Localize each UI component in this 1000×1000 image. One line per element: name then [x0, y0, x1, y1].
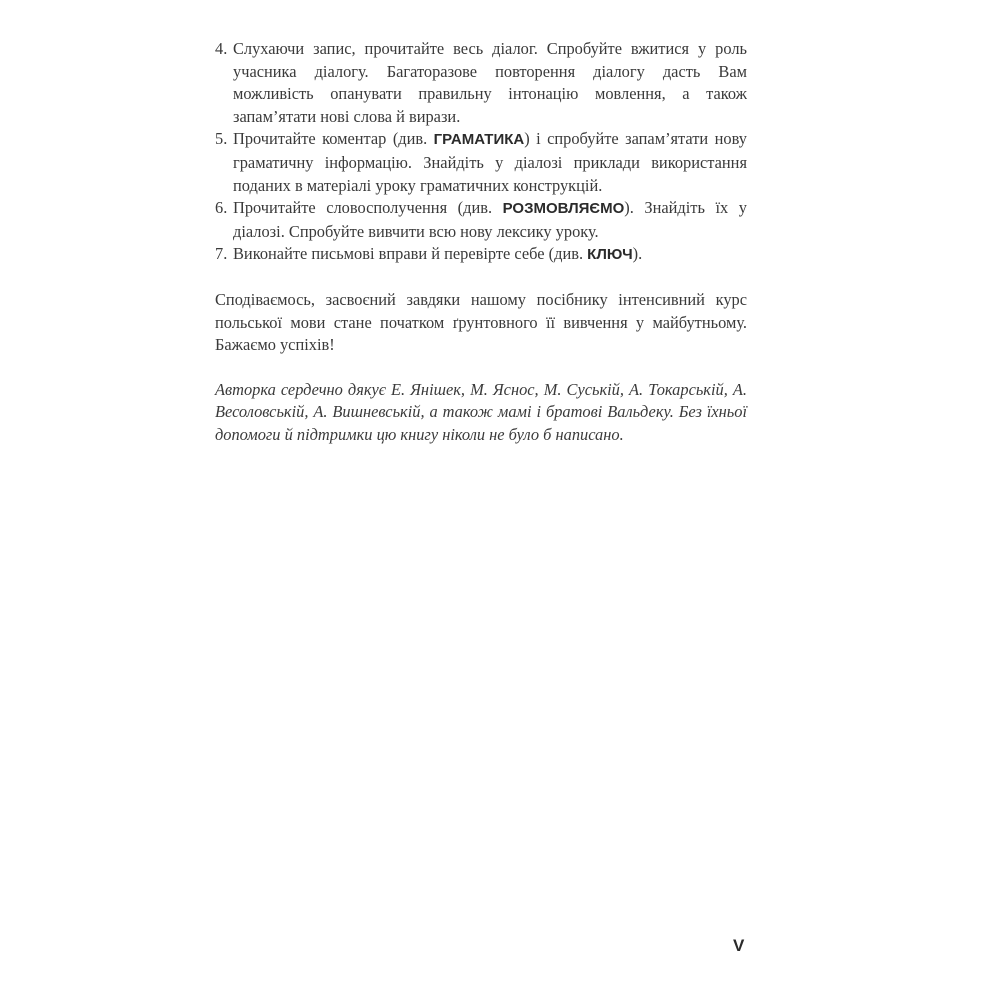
acknowledgement-paragraph: Авторка сердечно дякує Е. Янішек, М. Яснос, М. Суській, А. Токарській, А. Весоловській, А. Вишневській, а також мамі і братові Вальдеку. Без їхньої допомоги й підтримки цю книгу ніколи не було б написано. — [215, 379, 747, 444]
instruction-list — [215, 38, 747, 267]
instruction-text-after: ) і спробуйте запам’ятати нову граматичну інформацію. Знайдіть у діалозі приклади використання поданих в матеріалі уроку граматичних конструкцій. — [233, 129, 747, 195]
instruction-number: 4. — [215, 39, 228, 58]
instruction-text: Слухаючи запис, прочитайте весь діалог. Спробуйте вжитися у роль учасника діалогу. Багаторазове повторення діалогу дасть Вам можливість опанувати правильну інтонацію мовлення, а також запам’ятати нові слова й вирази. — [233, 39, 747, 126]
instruction-text-before: Виконайте письмові вправи й перевірте себе (див. — [233, 244, 588, 264]
instruction-number: 6. — [215, 198, 228, 218]
instruction-text-after: ). — [632, 244, 643, 264]
instruction-item-7 — [215, 243, 747, 267]
instruction-number: 5. — [215, 129, 228, 149]
page-content — [215, 38, 747, 447]
instruction-item-4 — [215, 38, 747, 128]
instruction-number: 7. — [215, 244, 228, 264]
keyword-grammar: ГРАМАТИКА — [433, 131, 525, 149]
keyword-key: КЛЮЧ — [587, 246, 633, 264]
closing-paragraph: Сподіваємось, засвоєний завдяки нашому посібнику інтенсивний курс польської мови стане початком ґрунтовного її вивчення у майбутньому. Бажаємо успіхів! — [215, 289, 747, 355]
instruction-text-before: Прочитайте словосполучення (див. — [233, 198, 503, 218]
page-number: V — [733, 936, 745, 955]
keyword-conversation: РОЗМОВЛЯЄМО — [502, 200, 625, 218]
instruction-text-before: Прочитайте коментар (див. — [233, 129, 434, 149]
instruction-text-after: ). Знайдіть їх у діалозі. Спробуйте вивчити всю нову лексику уроку. — [233, 198, 747, 241]
instruction-item-6 — [215, 197, 747, 243]
instruction-item-5 — [215, 128, 747, 197]
